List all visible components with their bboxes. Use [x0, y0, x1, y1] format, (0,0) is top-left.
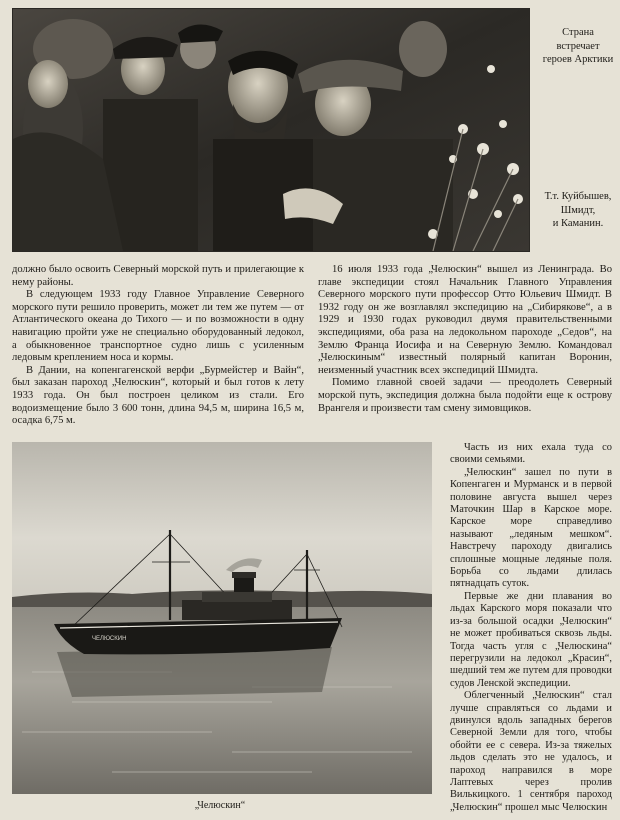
ship-photo-caption: „Челюскин“	[194, 800, 246, 811]
top-photo-crowd	[12, 8, 530, 252]
ship-photo-image	[12, 442, 432, 794]
paragraph: В следующем 1933 году Главное Управление Северного морского пути решило проверить, может ли тем же путем — от Атлантического океана до Тихого — и по возможности в одну навигацию пройти уже не специально оборудованный ледокол, а обыкновенное транспортное судно лишь с усиленным ледовым креплением носа и кормы.	[12, 289, 304, 364]
paragraph: В Дании, на копенгагенской верфи „Бурмейстер и Вайн“, был заказан пароход „Челюскин“, который и был готов к лету 1933 года. Он был построен целиком из стали. Его водоизмещение было 3 600 тонн, длина 94,5 м, ширина 16,5 м, осадка 6,75 м.	[12, 364, 304, 427]
caption-line: встречает	[556, 40, 600, 52]
paragraph: Часть из них ехала туда со своими семьями.	[450, 442, 612, 466]
paragraph: 16 июля 1933 года „Челюскин“ вышел из Ленинграда. Во главе экспедиции стоял Начальник Главного Управления Северного морского пути профессор Отто Юльевич Шмидт. В 1932 году он же возглавлял экспедицию на „Сибирякове“, а в 1929 и 1930 годах руководил двумя правительственными экспедициями, оба раза на ледокольном пароходе „Седов“, на Землю Франца Иосифа и на Северную Землю. Командовал „Челюскиным“ известный полярный капитан Воронин, неизменный участник всех экспедиций Шмидта.	[318, 264, 612, 376]
paragraph: Облегченный „Челюскин“ стал лучше справляться со льдами и двинулся вдоль западных берегов Северной Земли для того, чтобы обойти ее с севера. Из-за тяжелых льдов сделать это не удалось, и пароход направился в море Лаптевых через пролив Вилькицкого. 1 сентября пароход „Челюскин“ прошел мыс Челюскин	[450, 690, 612, 813]
paragraph: „Челюскин“ зашел по пути в Копенгаген и Мурманск и в первой половине августа вышел через Маточкин Шар в Карское море. Карское море справедливо называют „ледяным мешком“. Навстречу пароходу двигались сплошные мощные ледяные поля. Борьба со льдами длилась пятнадцать суток.	[450, 466, 612, 590]
caption-line: Шмидт,	[560, 204, 596, 216]
caption-line: и Каманин.	[552, 218, 604, 229]
paragraph: Первые же дни плавания во льдах Карского моря показали что из-за большой осадки „Челюскин“ не может пробиваться сквозь льды. Тогда часть угля с „Челюскина“ перегрузили на ледокол „Красин“, шедший тем же путем для проводки судов Ленской экспедиции.	[450, 590, 612, 689]
top-photo-caption	[540, 26, 616, 67]
right-text-column	[318, 264, 612, 415]
crowd-photo-image	[13, 9, 529, 251]
paragraph: Помимо главной своей задачи — преодолеть Северный морской путь, экспедиция должна была подойти еще к острову Врангеля и произвести там смену зимовщиков.	[318, 377, 612, 414]
caption-line: Страна	[562, 27, 594, 38]
top-photo-persons-caption	[535, 190, 620, 231]
hull-name-text: ЧЕЛЮСКИН	[92, 636, 127, 642]
left-text-column	[12, 264, 304, 428]
caption-line: героев Арктики	[542, 54, 614, 65]
narrow-text-column	[450, 442, 612, 814]
caption-line: Т.т. Куйбышев,	[544, 191, 612, 202]
ship-photo	[12, 442, 432, 794]
paragraph: должно было освоить Северный морской путь и прилегающие к нему районы.	[12, 264, 304, 288]
